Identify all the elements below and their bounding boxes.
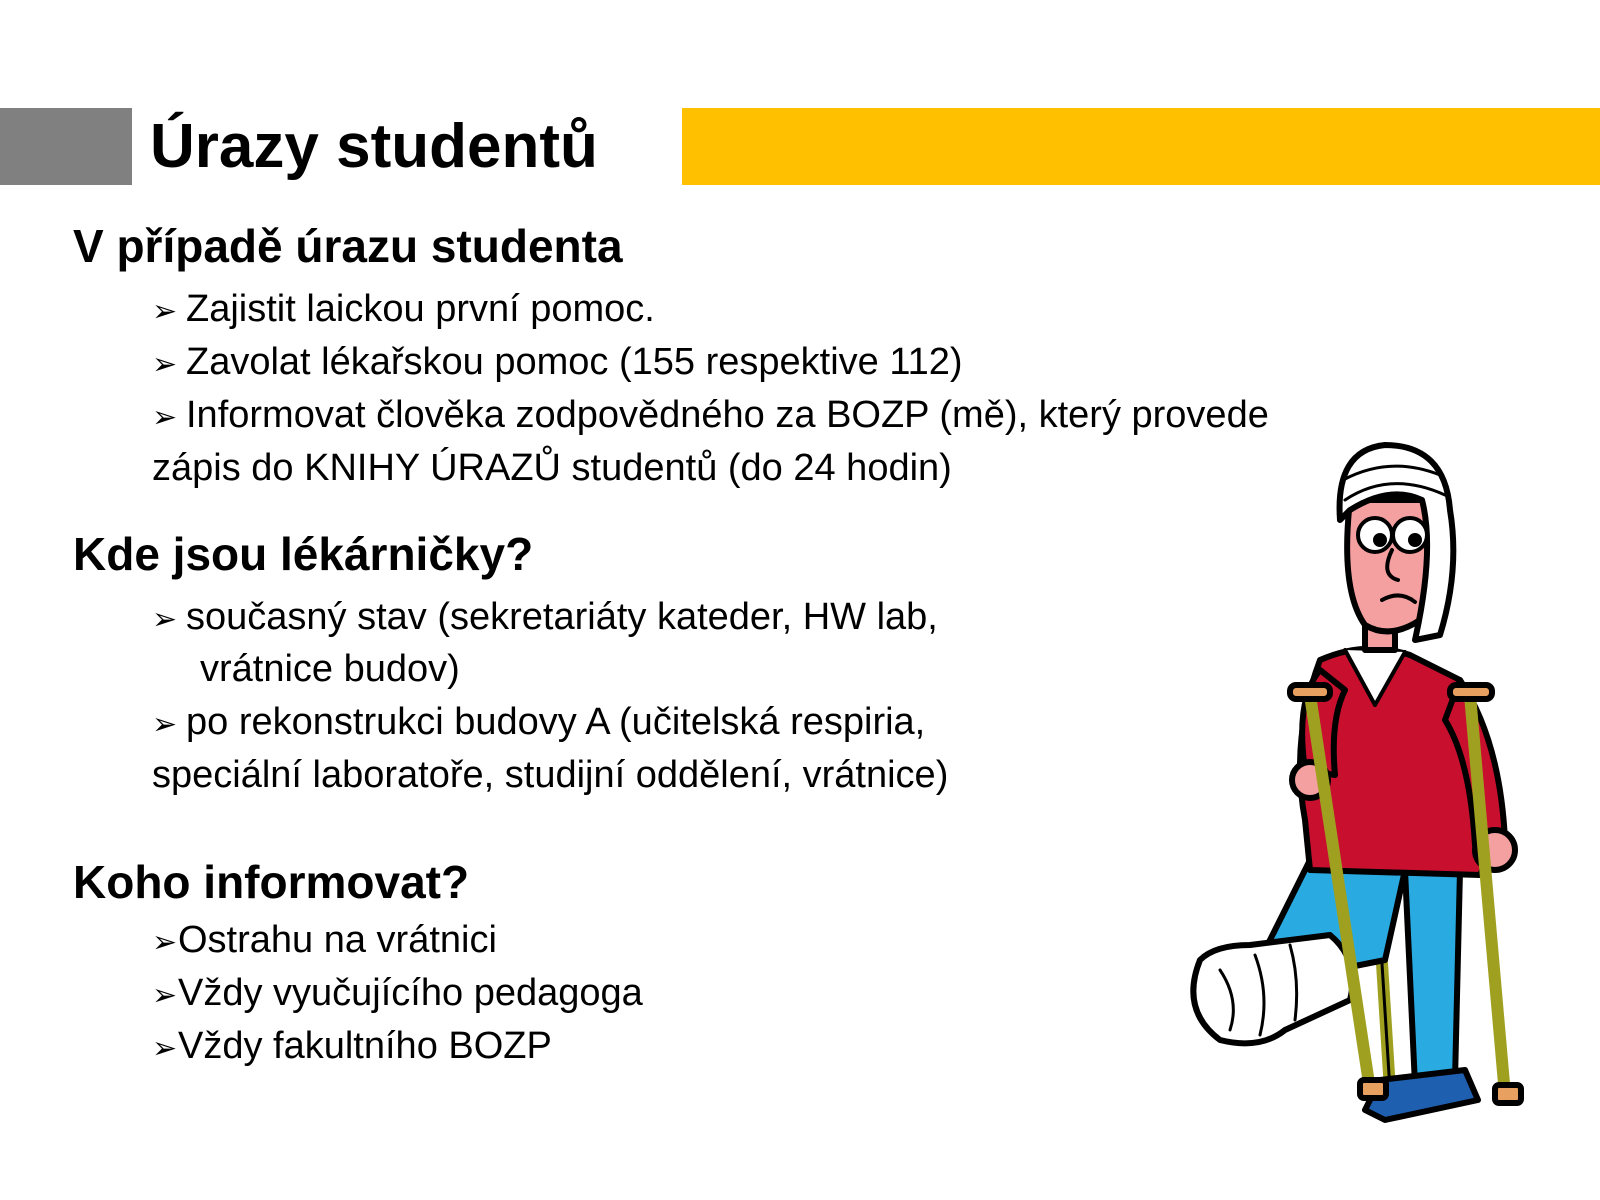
title-accent-yellow-bar — [682, 108, 1600, 185]
slide-title: Úrazy studentů — [150, 112, 598, 181]
arrow-bullet-icon: ➢ — [152, 1032, 178, 1065]
list-item-continuation: speciální laboratoře, studijní oddělení, vrátnice) — [152, 754, 949, 796]
arrow-bullet-icon: ➢ — [152, 979, 178, 1012]
list-item: ➢ po rekonstrukci budovy A (učitelská respiria, — [152, 697, 925, 750]
list-item: ➢ Informovat člověka zodpovědného za BOZP (mě), který provede — [152, 390, 1269, 443]
arrow-bullet-icon: ➢ — [152, 401, 178, 434]
list-item: ➢ Zavolat lékařskou pomoc (155 respektive 112) — [152, 337, 963, 390]
section-heading-injury: V případě úrazu studenta — [73, 220, 623, 272]
arrow-bullet-icon: ➢ — [152, 926, 178, 959]
arrow-bullet-icon: ➢ — [152, 295, 178, 328]
section-heading-whom-to-inform: Koho informovat? — [73, 856, 470, 908]
arrow-bullet-icon: ➢ — [152, 708, 178, 741]
list-item-continuation: zápis do KNIHY ÚRAZŮ studentů (do 24 hodin) — [152, 447, 952, 489]
injured-student-illustration — [1160, 440, 1580, 1175]
list-item: ➢ současný stav (sekretariáty kateder, HW lab, — [152, 592, 938, 645]
list-item: ➢Vždy fakultního BOZP — [152, 1021, 552, 1074]
list-item: ➢ Zajistit laickou první pomoc. — [152, 284, 655, 337]
arrow-bullet-icon: ➢ — [152, 348, 178, 381]
title-accent-gray-bar — [0, 108, 132, 185]
list-item-continuation: vrátnice budov) — [200, 648, 460, 690]
list-item: ➢Vždy vyučujícího pedagoga — [152, 968, 643, 1021]
list-item: ➢Ostrahu na vrátnici — [152, 915, 497, 968]
section-heading-first-aid-kits: Kde jsou lékárničky? — [73, 528, 534, 580]
arrow-bullet-icon: ➢ — [152, 603, 178, 636]
